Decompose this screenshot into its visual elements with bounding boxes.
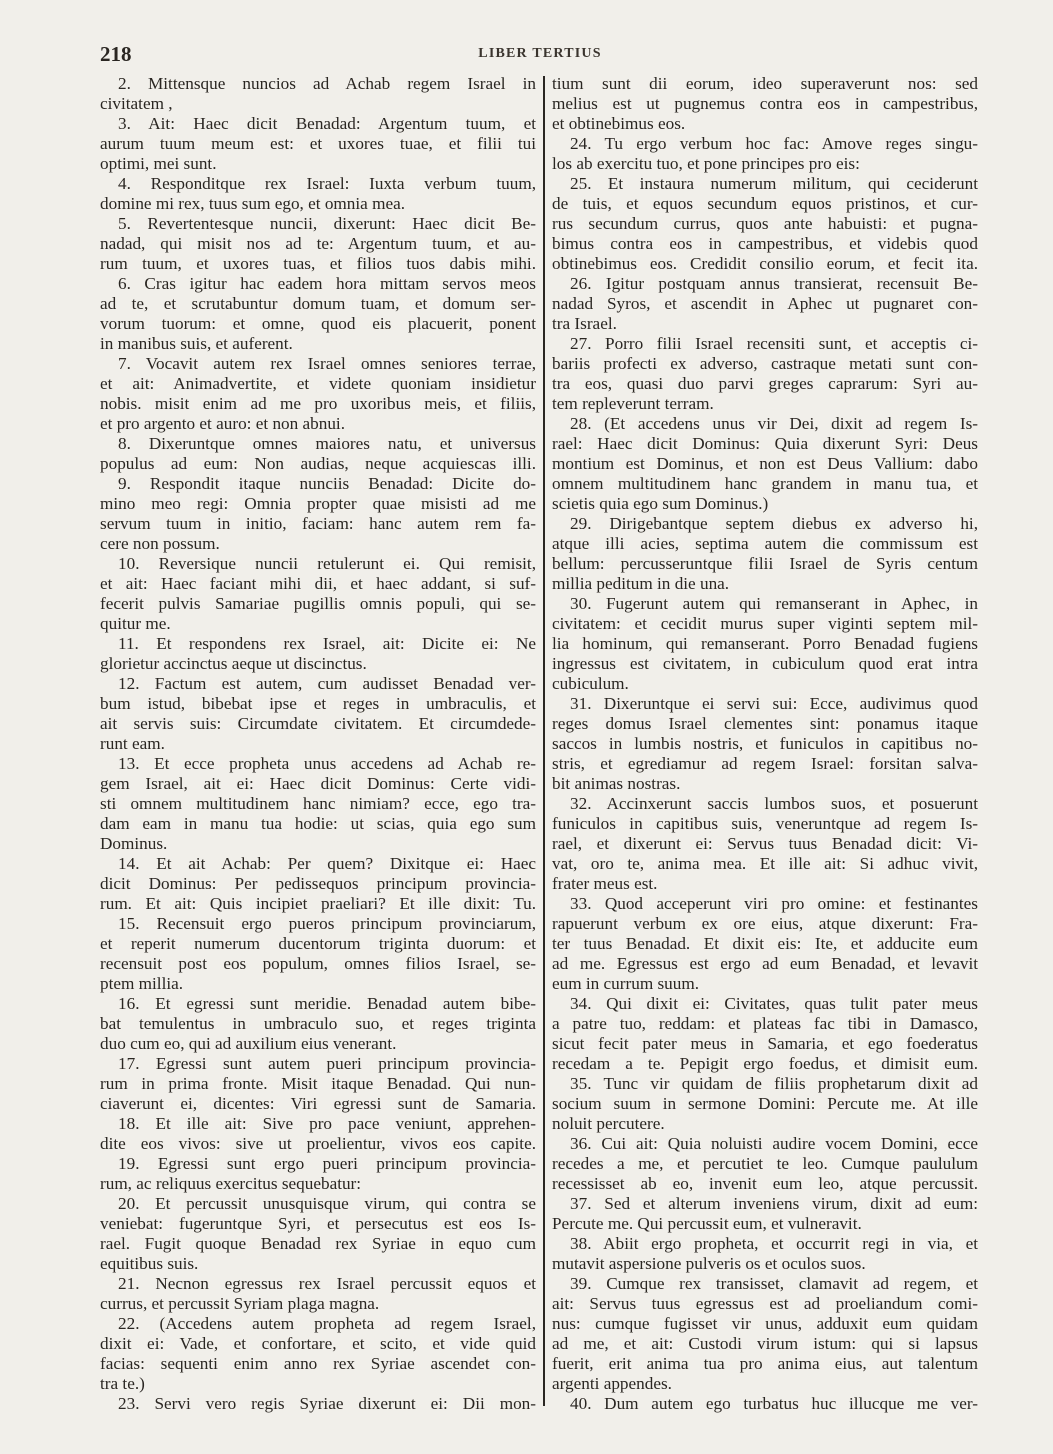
verse-start-line: 26. Igitur postquam annus transierat, recensuit Be- <box>570 274 978 293</box>
text-line: ad te, et scrutabuntur domum tuam, et domum ser- <box>100 294 536 313</box>
text-line: noluit percutere. <box>552 1114 665 1133</box>
text-line: obtinebimus eos. Credidit consilio eorum, et fecit ita. <box>552 254 978 273</box>
text-line: Percute me. Qui percussit eum, et vulneravit. <box>552 1214 862 1233</box>
text-line: nadad Syros, et ascendit in Aphec ut pugnaret con- <box>552 294 978 313</box>
text-line: saccos in lumbis nostris, et funiculos in capitibus no- <box>552 734 978 753</box>
verse-start-line: 9. Respondit itaque nunciis Benadad: Dicite do- <box>118 474 536 493</box>
text-line: recedam a te. Pepigit ergo foedus, et dimisit eum. <box>552 1054 978 1073</box>
text-line: rum, ac reliquus exercitus sequebatur: <box>100 1174 362 1193</box>
text-line: de tuis, et equos secundum equos pristinos, et cur- <box>552 194 978 213</box>
text-line: rus secundum currus, quos ante habuisti: et pugna- <box>552 214 978 233</box>
verse-start-line: 23. Servi vero regis Syriae dixerunt ei: Dii mon- <box>118 1394 536 1413</box>
text-line: stris, et egrediamur ad regem Israel: forsitan salva- <box>552 754 978 773</box>
text-line: dicit Dominus: Per pedissequos principum provincia- <box>100 874 536 893</box>
text-line: millia peditum in die una. <box>552 574 730 593</box>
text-line: fuerit, erit anima tua pro anima eius, aut talentum <box>552 1354 978 1373</box>
text-line: tra Israel. <box>552 314 617 333</box>
verse-start-line: 13. Et ecce propheta unus accedens ad Achab re- <box>118 754 536 773</box>
text-line: bimus contra eos in campestribus, et videbis quod <box>552 234 978 253</box>
text-line: nus: cumque fugisset vir unus, adduxit eum quidam <box>552 1314 978 1333</box>
text-line: civitatem , <box>100 94 173 113</box>
text-line: rum tuum, et uxores tuas, et filios tuos dabis mihi. <box>100 254 536 273</box>
verse-start-line: 32. Accinxerunt saccis lumbos suos, et posuerunt <box>570 794 978 813</box>
text-line: domine mi rex, tuus sum ego, et omnia mea. <box>100 194 406 213</box>
verse-start-line: 40. Dum autem ego turbatus huc illucque me ver- <box>570 1394 978 1413</box>
text-line: mutavit aspersione pulveris os et oculos suos. <box>552 1254 866 1273</box>
verse-start-line: 36. Cui ait: Quia noluisti audire vocem Domini, ecce <box>570 1134 978 1153</box>
text-line: ciaverunt ei, dicentes: Viri egressi sunt de Samaria. <box>100 1094 536 1113</box>
verse-start-line: 39. Cumque rex transisset, clamavit ad regem, et <box>570 1274 978 1293</box>
verse-start-line: 6. Cras igitur hac eadem hora mittam servos meos <box>118 274 536 293</box>
text-line: ingressus est civitatem, in cubiculum quod erat intra <box>552 654 978 673</box>
verse-start-line: 18. Et ille ait: Sive pro pace veniunt, apprehen- <box>118 1114 536 1133</box>
text-line: scietis quia ego sum Dominus.) <box>552 494 769 513</box>
text-line: nadad, qui misit nos ad te: Argentum tuum, et au- <box>100 234 536 253</box>
text-line: Dominus. <box>100 834 168 853</box>
verse-start-line: 27. Porro filii Israel recensiti sunt, et acceptis ci- <box>570 334 978 353</box>
text-line: runt eam. <box>100 734 165 753</box>
text-line: rum in prima fronte. Misit itaque Benadad. Qui nun- <box>100 1074 536 1093</box>
verse-start-line: 24. Tu ergo verbum hoc fac: Amove reges singu- <box>570 134 978 153</box>
text-line: facias: sequenti enim anno rex Syriae ascendet con- <box>100 1354 536 1373</box>
text-line: mino meo regi: Omnia propter quae misisti ad me <box>100 494 536 513</box>
text-line: rael, et dixerunt ei: Servus tuus Benadad dicit: Vi- <box>552 834 978 853</box>
text-line: rapuerunt verbum ex ore eius, atque dixerunt: Fra- <box>552 914 978 933</box>
page-header <box>100 42 980 66</box>
text-line: sti omnem multitudinem hanc nimiam? ecce, ego tra- <box>100 794 536 813</box>
left-column <box>100 74 536 1414</box>
text-line: nobis. misit enim ad me pro uxoribus meis, et filiis, <box>100 394 536 413</box>
text-line: optimi, mei sunt. <box>100 154 217 173</box>
column-divider <box>543 76 545 1406</box>
text-line: currus, et percussit Syriam plaga magna. <box>100 1294 380 1313</box>
text-line: cubiculum. <box>552 674 629 693</box>
verse-start-line: 19. Egressi sunt ergo pueri principum provincia- <box>118 1154 536 1173</box>
text-line: bum istud, bibebat ipse et reges in umbraculis, et <box>100 694 536 713</box>
text-line: tium sunt dii eorum, ideo superaverunt nos: sed <box>552 74 978 93</box>
verse-start-line: 15. Recensuit ergo pueros principum provinciarum, <box>118 914 536 933</box>
text-line: ptem millia. <box>100 974 184 993</box>
verse-start-line: 7. Vocavit autem rex Israel omnes seniores terrae, <box>118 354 536 373</box>
verse-start-line: 12. Factum est autem, cum audisset Benadad ver- <box>118 674 536 693</box>
verse-start-line: 16. Et egressi sunt meridie. Benadad autem bibe- <box>118 994 536 1013</box>
verse-start-line: 5. Revertentesque nuncii, dixerunt: Haec dicit Be- <box>118 214 536 233</box>
verse-start-line: 21. Necnon egressus rex Israel percussit equos et <box>118 1274 536 1293</box>
text-line: ad me. Egressus est ergo ad eum Benadad, et levavit <box>552 954 978 973</box>
text-line: recensuit post eos populum, omnes filios Israel, se- <box>100 954 536 973</box>
text-line: bit animas nostras. <box>552 774 681 793</box>
verse-start-line: 10. Reversique nuncii retulerunt ei. Qui remisit, <box>118 554 536 573</box>
verse-start-line: 20. Et percussit unusquisque virum, qui contra se <box>118 1194 536 1213</box>
text-line: quitur me. <box>100 614 171 633</box>
text-line: recessisset ab eo, invenit eum leo, atque percussit. <box>552 1174 978 1193</box>
text-line: et reperit numerum ducentorum triginta duorum: et <box>100 934 536 953</box>
verse-start-line: 29. Dirigebantque septem diebus ex adverso hi, <box>570 514 978 533</box>
text-line: tem repleverunt terram. <box>552 394 714 413</box>
text-line: bellum: percusseruntque filii Israel de Syris centum <box>552 554 978 573</box>
text-line: a patre tuo, reddam: et plateas fac tibi in Damasco, <box>552 1014 978 1033</box>
text-line: in manibus suis, et auferent. <box>100 334 293 353</box>
verse-start-line: 35. Tunc vir quidam de filiis prophetarum dixit ad <box>570 1074 978 1093</box>
text-line: sicut fecit pater meus in Samaria, et ego foederatus <box>552 1034 978 1053</box>
text-line: cere non possum. <box>100 534 220 553</box>
verse-start-line: 17. Egressi sunt autem pueri principum provincia- <box>118 1054 536 1073</box>
page-number: 218 <box>100 42 132 66</box>
verse-start-line: 33. Quod acceperunt viri pro omine: et festinantes <box>570 894 978 913</box>
text-line: et ait: Haec faciant mihi dii, et haec addant, si suf- <box>100 574 536 593</box>
text-line: ait: Servus tuus egressus est ad proeliandum comi- <box>552 1294 978 1313</box>
text-line: servum tuum in initio, faciam: hanc autem rem fa- <box>100 514 536 533</box>
verse-start-line: 37. Sed et alterum inveniens virum, dixit ad eum: <box>570 1194 978 1213</box>
text-line: funiculos in capitibus suis, veneruntque ad regem Is- <box>552 814 978 833</box>
running-title: LIBER TERTIUS <box>478 46 602 61</box>
text-line: argenti appendes. <box>552 1374 672 1393</box>
verse-start-line: 38. Abiit ergo propheta, et occurrit regi in via, et <box>570 1234 978 1253</box>
text-line: aurum tuum meum est: et uxores tuae, et filii tui <box>100 134 536 153</box>
text-line: melius est ut pugnemus contra eos in campestribus, <box>552 94 978 113</box>
text-line: vat, oro te, anima mea. Et ille ait: Si adhuc vivit, <box>552 854 978 873</box>
verse-start-line: 8. Dixeruntque omnes maiores natu, et universus <box>118 434 536 453</box>
text-line: dam eam in manu tua hodie: ut scias, quia ego sum <box>100 814 536 833</box>
text-line: rael. Fugit quoque Benadad rex Syriae in equo cum <box>100 1234 536 1253</box>
verse-start-line: 34. Qui dixit ei: Civitates, quas tulit pater meus <box>570 994 978 1013</box>
text-line: civitatem: et cecidit murus super viginti septem mil- <box>552 614 978 633</box>
text-line: et ait: Animadvertite, et videte quoniam insidietur <box>100 374 536 393</box>
text-line: los ab exercitu tuo, et pone principes pro eis: <box>552 154 860 173</box>
text-line: vorum tuorum: et omne, quod eis placuerit, ponent <box>100 314 536 333</box>
text-line: dite eos vivos: sive ut proelientur, vivos eos capite. <box>100 1134 536 1153</box>
text-line: gem Israel, ait ei: Haec dicit Dominus: Certe vidi- <box>100 774 536 793</box>
text-line: tra te.) <box>100 1374 145 1393</box>
text-line: reges domus Israel clementes sint: ponamus itaque <box>552 714 978 733</box>
text-line: bariis profecti ex adverso, castraque metati sunt con- <box>552 354 978 373</box>
verse-start-line: 30. Fugerunt autem qui remanserant in Aphec, in <box>570 594 978 613</box>
text-line: et obtinebimus eos. <box>552 114 686 133</box>
text-line: glorietur accinctus aeque ut discinctus. <box>100 654 367 673</box>
verse-start-line: 14. Et ait Achab: Per quem? Dixitque ei: Haec <box>118 854 536 873</box>
verse-start-line: 2. Mittensque nuncios ad Achab regem Israel in <box>118 74 536 93</box>
text-line: fecerit pulvis Samariae pugillis omnis populi, qui se- <box>100 594 536 613</box>
verse-start-line: 22. (Accedens autem propheta ad regem Israel, <box>118 1314 536 1333</box>
text-line: lia hominum, qui remanserant. Porro Benadad fugiens <box>552 634 978 653</box>
text-line: dixit ei: Vade, et confortare, et scito, et vide quid <box>100 1334 536 1353</box>
text-line: bat temulentus in umbraculo suo, et reges triginta <box>100 1014 536 1033</box>
text-line: duo cum eo, qui ad auxilium eius venerant. <box>100 1034 397 1053</box>
text-line: rael: Haec dicit Dominus: Quia dixerunt Syri: Deus <box>552 434 978 453</box>
text-line: montium est Dominus, et non est Deus Vallium: dabo <box>552 454 978 473</box>
text-line: ait servis suis: Circumdate civitatem. Et circumdede- <box>100 714 536 733</box>
text-line: populus ad eum: Non audias, neque acquiescas illi. <box>100 454 536 473</box>
text-line: et pro argento et auro: et non abnui. <box>100 414 346 433</box>
text-line: veniebat: fugeruntque Syri, et persecutus est eos Is- <box>100 1214 536 1233</box>
verse-start-line: 31. Dixeruntque ei servi sui: Ecce, audivimus quod <box>570 694 978 713</box>
text-line: recedes a me, et percutiet te leo. Cumque paululum <box>552 1154 978 1173</box>
verse-start-line: 4. Responditque rex Israel: Iuxta verbum tuum, <box>118 174 536 193</box>
text-line: eum in currum suum. <box>552 974 700 993</box>
text-line: ter tuus Benadad. Et dixit eis: Ite, et adducite eum <box>552 934 978 953</box>
text-line: frater meus est. <box>552 874 658 893</box>
right-column <box>552 74 978 1414</box>
verse-start-line: 28. (Et accedens unus vir Dei, dixit ad regem Is- <box>570 414 978 433</box>
verse-start-line: 11. Et respondens rex Israel, ait: Dicite ei: Ne <box>118 634 536 653</box>
text-line: omnem multitudinem hanc grandem in manu tua, et <box>552 474 978 493</box>
text-line: atque illi acies, septima autem die commissum est <box>552 534 978 553</box>
text-line: rum. Et ait: Quis incipiet praeliari? Et ille dixit: Tu. <box>100 894 536 913</box>
text-line: ad me, et ait: Custodi virum istum: qui si lapsus <box>552 1334 978 1353</box>
text-line: tra eos, quasi duo parvi greges caprarum: Syri au- <box>552 374 978 393</box>
text-line: equitibus suis. <box>100 1254 199 1273</box>
text-line: socium suum in sermone Domini: Percute me. At ille <box>552 1094 978 1113</box>
verse-start-line: 25. Et instaura numerum militum, qui ceciderunt <box>570 174 978 193</box>
verse-start-line: 3. Ait: Haec dicit Benadad: Argentum tuum, et <box>118 114 536 133</box>
